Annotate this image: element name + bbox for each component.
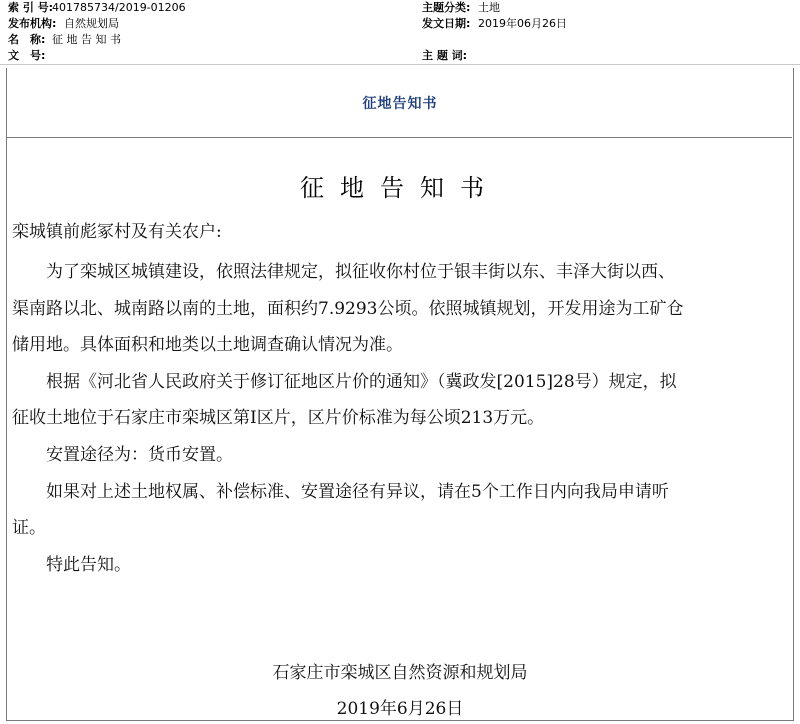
paragraph-line: 证。 [12,518,46,538]
document-name-row [8,32,121,48]
paragraph-line: 征收土地位于石家庄市栾城区第Ⅰ区片，区片价标准为每公顷213万元。 [12,408,545,428]
document-metadata [0,0,800,66]
publisher-row [8,16,119,32]
subject-category-row [422,0,500,16]
issue-date-label: 发文日期: [422,17,471,30]
document-name-value: 征 地 告 知 书 [52,33,121,46]
subject-category-label: 主题分类: [422,1,471,14]
paragraph-line: 如果对上述土地权属、补偿标准、安置途径有异议，请在5个工作日内向我局申请听 [46,482,669,502]
document-number-row [8,48,52,64]
signature-date: 2019年6月26日 [336,699,464,719]
metadata-divider [0,64,800,65]
publisher-label: 发布机构: [8,17,57,30]
document-name-label: 名 称: [8,33,46,46]
issue-date-row [422,16,567,32]
notice-title: 征地告知书 [300,174,500,202]
paragraph-line: 渠南路以北、城南路以南的土地，面积约7.9293公顷。依照城镇规划，开发用途为工矿仓 [12,299,684,319]
paragraph-line: 安置途径为：货币安置。 [46,445,233,465]
title-divider [6,137,792,138]
document-number-label: 文 号: [8,49,46,62]
keywords-row [422,48,478,64]
issue-date-value: 2019年06月26日 [478,17,567,30]
index-number-label: 索 引 号: [8,1,54,14]
document-frame [6,68,794,721]
index-number-row [8,0,186,16]
keywords-label: 主 题 词: [422,49,468,62]
closing-line: 特此告知。 [46,555,131,575]
salutation: 栾城镇前彪冢村及有关农户: [12,222,222,242]
issuing-authority: 石家庄市栾城区自然资源和规划局 [272,663,528,683]
index-number-value: 401785734/2019-01206 [52,1,186,14]
paragraph-line: 根据《河北省人民政府关于修订征地区片价的通知》（冀政发[2015]28号）规定，拟 [46,372,677,392]
page-title: 征地告知书 [362,96,438,112]
paragraph-line: 储用地。具体面积和地类以土地调查确认情况为准。 [12,335,403,355]
publisher-value: 自然规划局 [64,17,119,30]
paragraph-line: 为了栾城区城镇建设，依照法律规定，拟征收你村位于银丰街以东、丰泽大街以西、 [46,262,675,282]
subject-category-value: 土地 [478,1,500,14]
